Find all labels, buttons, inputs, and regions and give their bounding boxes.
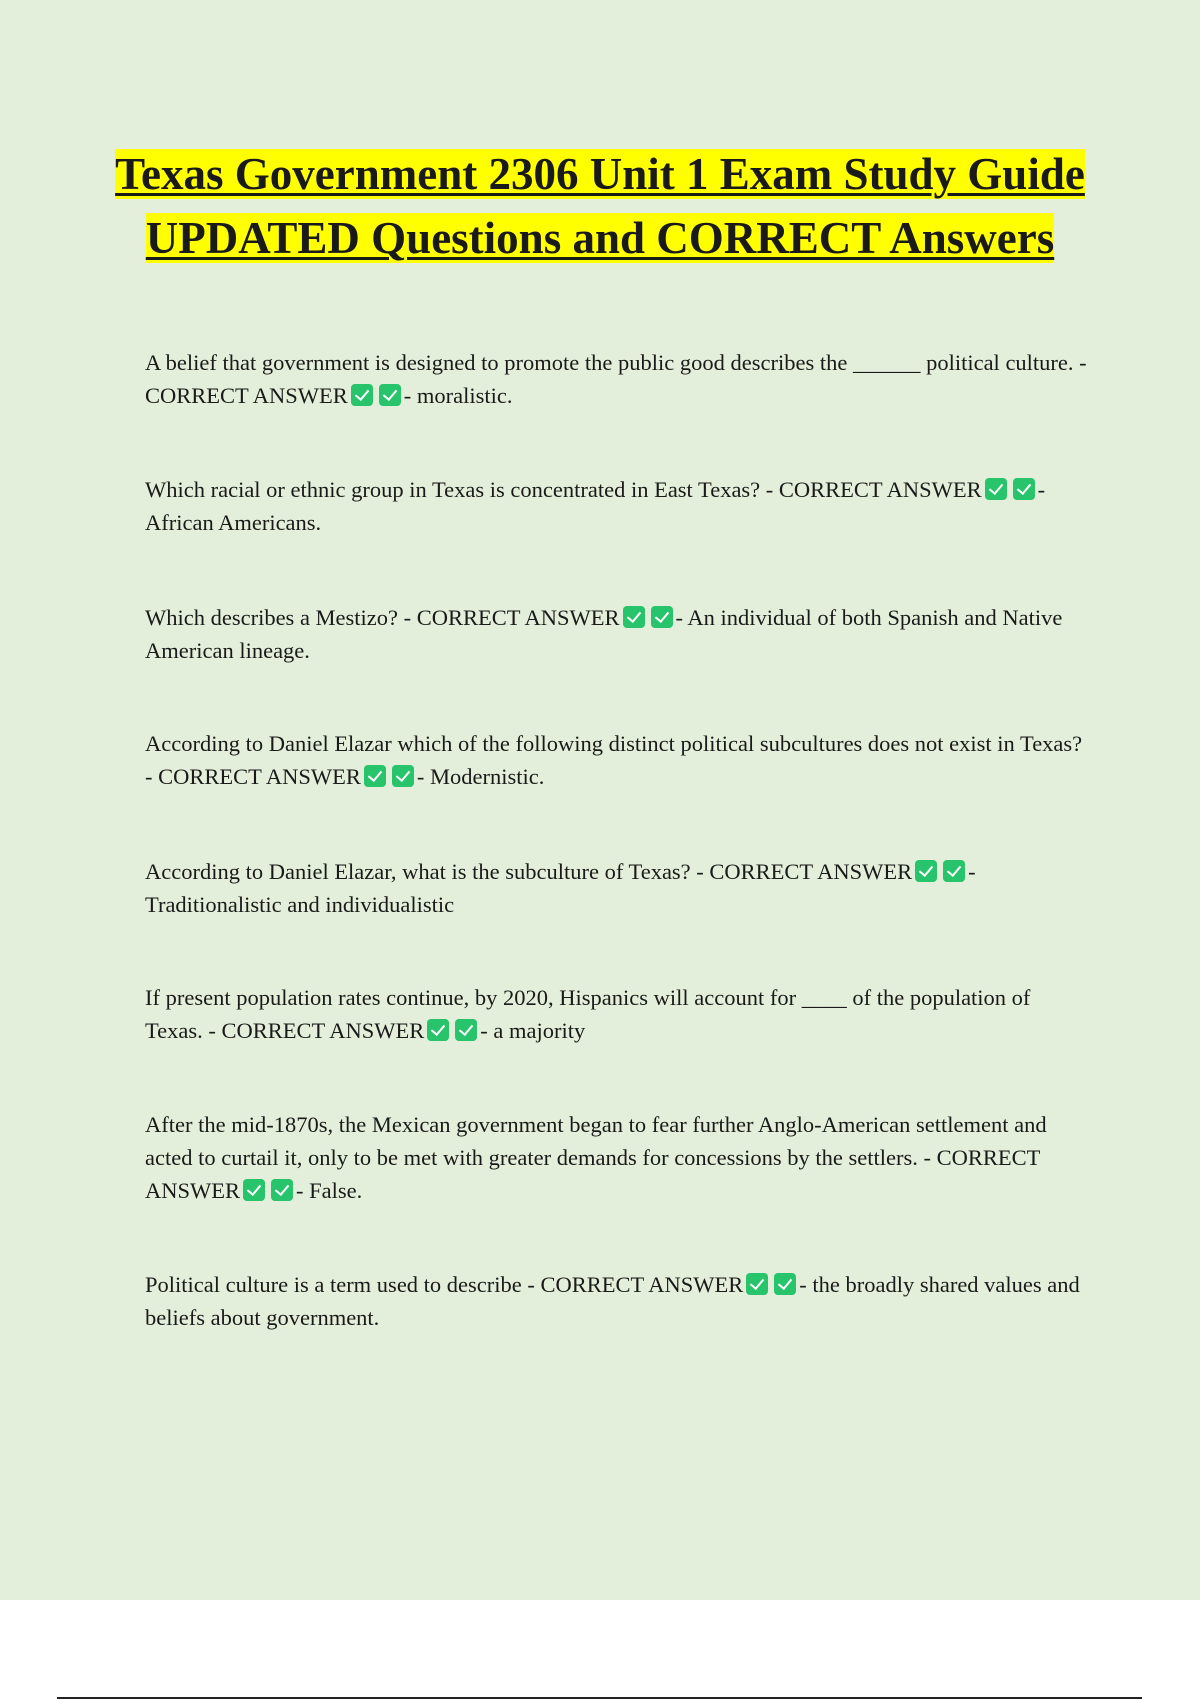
answer-text: - Traditionalistic and individualistic bbox=[145, 859, 976, 917]
answer-label: - CORRECT ANSWER bbox=[145, 764, 361, 789]
check-icon bbox=[985, 478, 1007, 500]
document-title bbox=[100, 142, 1100, 270]
check-icon bbox=[651, 606, 673, 628]
check-icon bbox=[243, 1179, 265, 1201]
qa-item-8 bbox=[145, 1268, 1090, 1334]
check-icon bbox=[364, 765, 386, 787]
answer-text: - moralistic. bbox=[403, 383, 513, 408]
answer-text: - the broadly shared values and beliefs about government. bbox=[145, 1272, 1080, 1330]
footer-divider bbox=[57, 1697, 1142, 1699]
qa-item-5 bbox=[145, 855, 1090, 921]
document-title-text: Texas Government 2306 Unit 1 Exam Study Guide UPDATED Questions and CORRECT Answers bbox=[115, 149, 1085, 263]
qa-item-1 bbox=[145, 346, 1090, 412]
check-icon bbox=[746, 1273, 768, 1295]
check-icon bbox=[455, 1019, 477, 1041]
answer-label: - CORRECT ANSWER bbox=[145, 350, 1087, 408]
check-icon bbox=[943, 860, 965, 882]
question-text: A belief that government is designed to promote the public good describes the ______ political culture. bbox=[145, 350, 1074, 375]
answer-label: - CORRECT ANSWER bbox=[208, 1018, 425, 1043]
answer-label: - CORRECT ANSWER bbox=[527, 1272, 744, 1297]
answer-label: - CORRECT ANSWER bbox=[403, 605, 620, 630]
question-text: According to Daniel Elazar, what is the subculture of Texas? bbox=[145, 859, 691, 884]
question-text: Political culture is a term used to describe bbox=[145, 1272, 522, 1297]
qa-item-3 bbox=[145, 601, 1090, 667]
question-text: After the mid-1870s, the Mexican government began to fear further Anglo-American settlement and acted to curtail it, only to be met with greater demands for concessions by the settlers. bbox=[145, 1112, 1047, 1170]
check-icon bbox=[427, 1019, 449, 1041]
check-icon bbox=[774, 1273, 796, 1295]
check-icon bbox=[379, 384, 401, 406]
answer-label: - CORRECT ANSWER bbox=[696, 859, 913, 884]
question-text: If present population rates continue, by 2020, Hispanics will account for ____ of the population of Texas. bbox=[145, 985, 1031, 1043]
check-icon bbox=[915, 860, 937, 882]
check-icon bbox=[1013, 478, 1035, 500]
answer-text: - African Americans. bbox=[145, 477, 1046, 535]
question-text: According to Daniel Elazar which of the following distinct political subcultures does not exist in Texas? bbox=[145, 731, 1083, 756]
answer-text: - a majority bbox=[480, 1018, 586, 1043]
qa-item-7 bbox=[145, 1108, 1090, 1207]
answer-text: - Modernistic. bbox=[416, 764, 545, 789]
question-text: Which racial or ethnic group in Texas is concentrated in East Texas? bbox=[145, 477, 761, 502]
check-icon bbox=[392, 765, 414, 787]
qa-item-4 bbox=[145, 727, 1090, 793]
question-text: Which describes a Mestizo? bbox=[145, 605, 399, 630]
qa-item-6 bbox=[145, 981, 1090, 1047]
answer-text: - False. bbox=[296, 1178, 363, 1203]
check-icon bbox=[623, 606, 645, 628]
answer-text: - An individual of both Spanish and Native American lineage. bbox=[145, 605, 1063, 663]
answer-label: - CORRECT ANSWER bbox=[145, 1145, 1041, 1203]
check-icon bbox=[271, 1179, 293, 1201]
answer-label: - CORRECT ANSWER bbox=[765, 477, 982, 502]
qa-item-2 bbox=[145, 473, 1090, 539]
check-icon bbox=[351, 384, 373, 406]
